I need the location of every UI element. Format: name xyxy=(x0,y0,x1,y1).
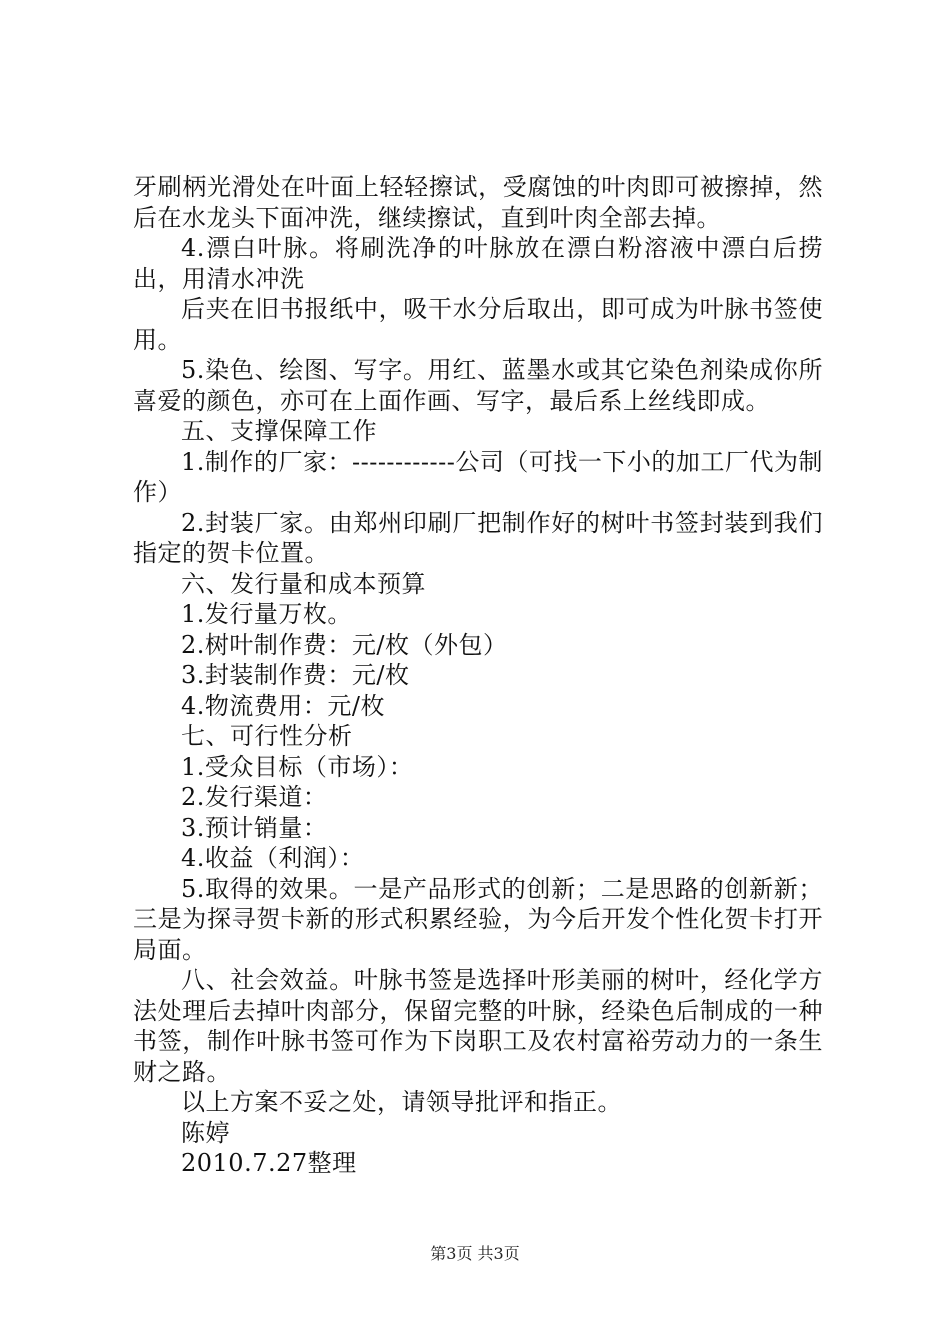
paragraph: 2.封装厂家。由郑州印刷厂把制作好的树叶书签封装到我们指定的贺卡位置。 xyxy=(133,508,823,567)
list-item: 1.受众目标（市场）： xyxy=(181,752,414,781)
list-item: 4.收益（利润）： xyxy=(181,844,365,872)
paragraph: 1.制作的厂家：------------公司（可找一下小的加工厂代为制作） xyxy=(133,447,823,506)
list-item: 4.物流费用：元/枚 xyxy=(181,691,385,720)
section-heading: 五、支撑保障工作 xyxy=(181,417,377,445)
paragraph: 八、社会效益。叶脉书签是选择叶形美丽的树叶，经化学方法处理后去掉叶肉部分，保留完整的叶脉，经染色后制成的一种书签，制作叶脉书签可作为下岗职工及农村富裕劳动力的一条生财之路。 xyxy=(133,966,823,1086)
list-item: 1.发行量万枚。 xyxy=(181,600,352,628)
list-item: 2.树叶制作费：元/枚（外包） xyxy=(181,630,508,659)
list-item: 3.封装制作费：元/枚 xyxy=(181,661,410,689)
paragraph: 后夹在旧书报纸中，吸干水分后取出，即可成为叶脉书签使用。 xyxy=(133,295,823,354)
section-heading: 六、发行量和成本预算 xyxy=(181,569,426,598)
paragraph: 4.漂白叶脉。将刷洗净的叶脉放在漂白粉溶液中漂白后捞出，用清水冲洗 xyxy=(133,234,823,293)
document-body xyxy=(133,172,823,1179)
list-item: 3.预计销量： xyxy=(181,813,328,842)
list-item: 2.发行渠道： xyxy=(181,783,328,811)
closing-remark: 以上方案不妥之处，请领导批评和指正。 xyxy=(181,1088,622,1116)
page-number-footer: 第3页 共3页 xyxy=(430,1244,520,1263)
paragraph: 牙刷柄光滑处在叶面上轻轻擦试，受腐蚀的叶肉即可被擦掉，然后在水龙头下面冲洗，继续擦试，直到叶肉全部去掉。 xyxy=(133,173,823,232)
paragraph: 5.染色、绘图、写字。用红、蓝墨水或其它染色剂染成你所喜爱的颜色，亦可在上面作画、写字，最后系上丝线即成。 xyxy=(133,356,823,415)
document-date: 2010.7.27整理 xyxy=(181,1149,357,1177)
section-heading: 七、可行性分析 xyxy=(181,722,353,750)
paragraph: 5.取得的效果。一是产品形式的创新；二是思路的创新新；三是为探寻贺卡新的形式积累经验，为今后开发个性化贺卡打开局面。 xyxy=(133,874,823,964)
author-name: 陈婷 xyxy=(181,1118,230,1147)
